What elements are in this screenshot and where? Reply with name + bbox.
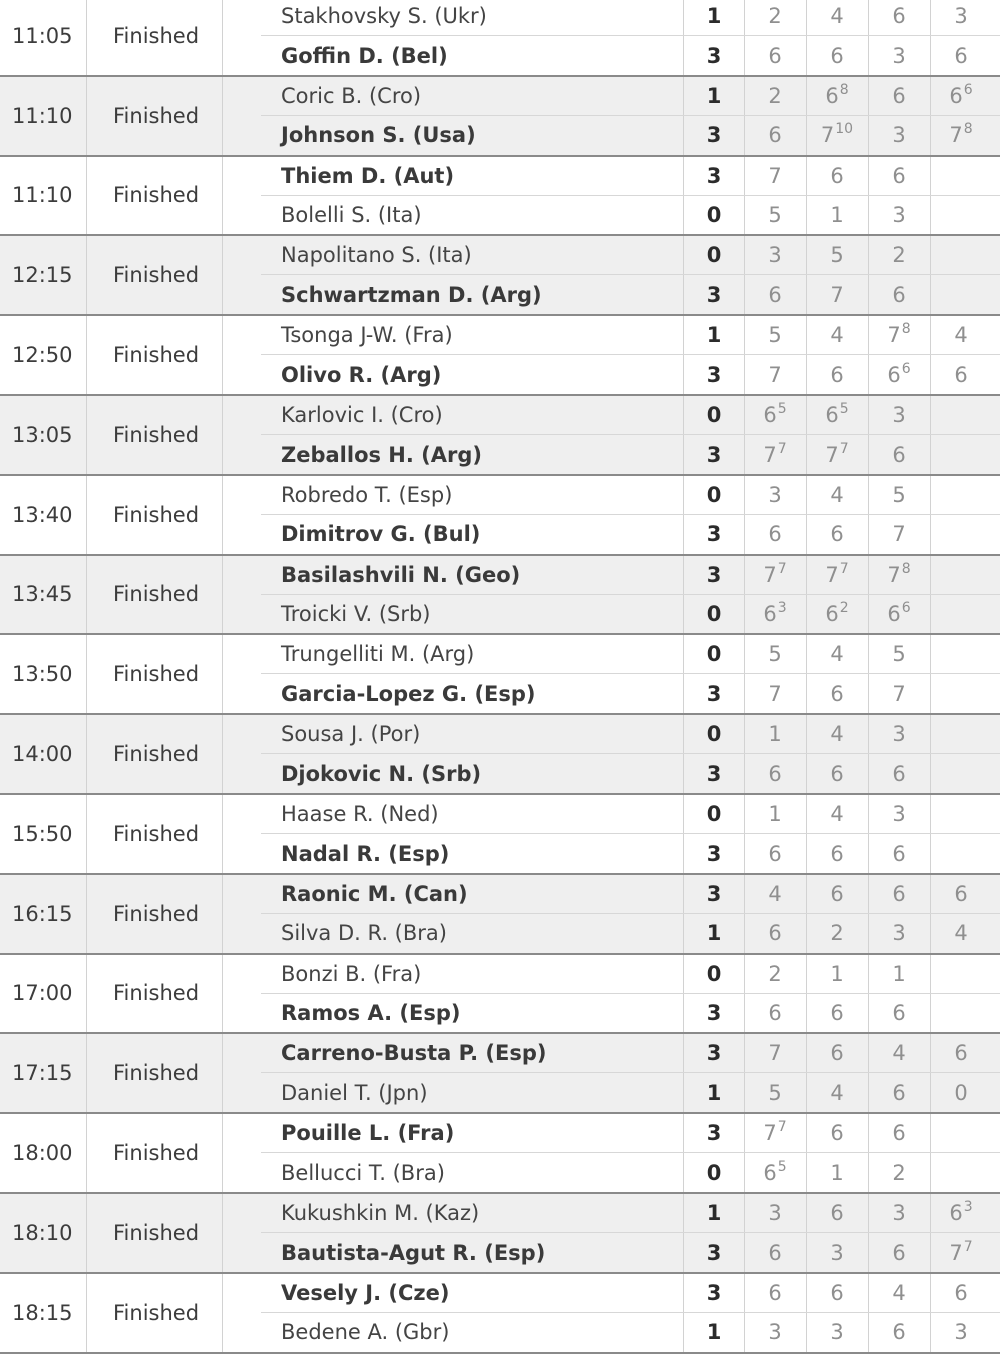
match-status: Finished: [113, 183, 200, 208]
set-score: $7^7$: [763, 440, 787, 467]
player-name[interactable]: Vesely J. (Cze): [281, 1280, 450, 1305]
tiebreak-score: 6: [963, 81, 973, 98]
player-row: [0, 1313, 1000, 1352]
set-score: $6^6$: [887, 600, 911, 627]
set-score: 3: [954, 1320, 968, 1345]
match-time: 14:00: [12, 742, 73, 767]
match-status: Finished: [113, 742, 200, 767]
player-row: [0, 396, 1000, 435]
set-score: 6: [892, 442, 906, 467]
match-time: 15:50: [12, 821, 73, 846]
set-score: 4: [954, 323, 968, 348]
player-name[interactable]: Napolitano S. (Ita): [281, 243, 472, 268]
match-status: Finished: [113, 263, 200, 288]
set-score: 4: [954, 921, 968, 946]
set-score: 6: [954, 881, 968, 906]
match-status: Finished: [113, 1141, 200, 1166]
set-score: $6^3$: [949, 1199, 973, 1225]
match-time: 13:45: [12, 582, 73, 607]
player-row: [0, 116, 1000, 155]
tiebreak-score: 7: [777, 560, 787, 577]
player-name[interactable]: Bellucci T. (Bra): [281, 1160, 445, 1185]
match-status: Finished: [113, 1061, 200, 1086]
player-name[interactable]: Zeballos H. (Arg): [281, 442, 483, 467]
sets-won: 0: [706, 722, 722, 747]
sets-won: 3: [706, 1280, 722, 1305]
set-score: 6: [892, 4, 906, 28]
player-name[interactable]: Bonzi B. (Fra): [281, 961, 422, 986]
sets-won: 1: [706, 83, 722, 108]
set-score: 5: [768, 203, 782, 228]
set-score: 4: [830, 323, 844, 348]
set-score: 4: [830, 802, 844, 826]
set-score: 6: [954, 1280, 968, 1305]
set-score: 3: [892, 1201, 906, 1225]
tiebreak-score: 10: [835, 121, 854, 138]
set-score: 5: [768, 1080, 782, 1105]
set-score: 2: [768, 83, 782, 108]
player-row: [0, 316, 1000, 355]
set-score: 6: [768, 841, 782, 866]
match-row[interactable]: [0, 0, 1000, 77]
player-name[interactable]: Raonic M. (Can): [281, 881, 468, 906]
set-score: $7^7$: [763, 1119, 787, 1146]
set-score: 6: [892, 1121, 906, 1146]
sets-won: 0: [706, 1160, 722, 1185]
set-score: 3: [892, 403, 906, 427]
set-score: 3: [830, 1240, 844, 1265]
set-score: 6: [830, 362, 844, 387]
sets-won: 0: [706, 961, 722, 986]
match-row[interactable]: [0, 1034, 1000, 1114]
match-row[interactable]: [0, 236, 1000, 316]
set-score: 3: [892, 123, 906, 148]
set-score: 6: [830, 841, 844, 866]
sets-won: 0: [706, 802, 722, 826]
match-row[interactable]: [0, 795, 1000, 875]
set-score: 6: [768, 921, 782, 946]
sets-won: 3: [706, 1041, 722, 1066]
match-time: 18:15: [12, 1300, 73, 1325]
set-score: 6: [892, 1080, 906, 1105]
set-score: 3: [892, 802, 906, 826]
player-name[interactable]: Kukushkin M. (Kaz): [281, 1201, 480, 1225]
set-score: 3: [892, 203, 906, 228]
match-time: 13:40: [12, 502, 73, 527]
set-score: 7: [830, 282, 844, 307]
player-row: [0, 1074, 1000, 1113]
set-score: 7: [768, 362, 782, 387]
tiebreak-score: 5: [777, 401, 787, 417]
player-row: [0, 0, 1000, 36]
player-name[interactable]: Stakhovsky S. (Ukr): [281, 4, 487, 28]
match-row[interactable]: [0, 396, 1000, 476]
player-name[interactable]: Bolelli S. (Ita): [281, 203, 422, 228]
player-name[interactable]: Bautista-Agut R. (Esp): [281, 1240, 546, 1265]
sets-won: 1: [706, 1201, 722, 1225]
set-score: 5: [830, 243, 844, 268]
match-time: 12:15: [12, 263, 73, 288]
match-row[interactable]: [0, 955, 1000, 1035]
set-score: 1: [830, 961, 844, 986]
player-name[interactable]: Nadal R. (Esp): [281, 841, 450, 866]
sets-won: 1: [706, 1080, 722, 1105]
match-time: 11:10: [12, 103, 73, 128]
player-name[interactable]: Troicki V. (Srb): [281, 602, 431, 627]
player-name[interactable]: Coric B. (Cro): [281, 83, 422, 108]
player-row: [0, 556, 1000, 595]
set-score: 6: [954, 362, 968, 387]
sets-won: 3: [706, 522, 722, 547]
set-score: $7^7$: [825, 440, 849, 467]
set-score: 3: [768, 1201, 782, 1225]
set-score: $6^5$: [763, 401, 787, 427]
set-score: 6: [892, 282, 906, 307]
set-score: $7^{10}$: [820, 121, 854, 148]
match-status: Finished: [113, 1300, 200, 1325]
player-name[interactable]: Garcia-Lopez G. (Esp): [281, 681, 536, 706]
match-status: Finished: [113, 981, 200, 1006]
set-score: 3: [768, 1320, 782, 1345]
set-score: 6: [892, 761, 906, 786]
tiebreak-score: 2: [839, 600, 849, 617]
match-row[interactable]: [0, 157, 1000, 237]
set-score: 6: [768, 1240, 782, 1265]
match-status: Finished: [113, 582, 200, 607]
set-score: 6: [830, 1280, 844, 1305]
set-score: $6^8$: [825, 81, 849, 108]
sets-won: 3: [706, 282, 722, 307]
tiebreak-score: 7: [777, 1119, 787, 1136]
match-time: 13:05: [12, 422, 73, 447]
match-row[interactable]: [0, 875, 1000, 955]
player-row: [0, 276, 1000, 315]
tiebreak-score: 8: [901, 321, 911, 338]
set-score: $6^5$: [763, 1158, 787, 1185]
match-status: Finished: [113, 821, 200, 846]
match-time: 11:10: [12, 183, 73, 208]
player-row: [0, 1234, 1000, 1273]
match-time: 11:05: [12, 23, 73, 48]
player-row: [0, 635, 1000, 674]
set-score: 3: [892, 722, 906, 747]
set-score: $7^7$: [763, 560, 787, 587]
set-score: 4: [830, 1080, 844, 1105]
sets-won: 3: [706, 881, 722, 906]
player-row: [0, 595, 1000, 634]
set-score: 6: [892, 881, 906, 906]
set-score: 2: [892, 1160, 906, 1185]
set-score: 6: [892, 83, 906, 108]
sets-won: 3: [706, 1001, 722, 1026]
tiebreak-score: 8: [839, 81, 849, 98]
tiebreak-score: 7: [839, 440, 849, 457]
set-score: 6: [892, 1320, 906, 1345]
set-score: 6: [830, 1041, 844, 1066]
sets-won: 0: [706, 482, 722, 507]
match-status: Finished: [113, 422, 200, 447]
set-score: 4: [830, 482, 844, 507]
sets-won: 1: [706, 4, 722, 28]
match-row[interactable]: [0, 1194, 1000, 1274]
match-row[interactable]: [0, 1114, 1000, 1194]
set-score: 6: [830, 522, 844, 547]
set-score: 7: [768, 681, 782, 706]
tiebreak-score: 3: [963, 1199, 973, 1215]
player-row: [0, 1194, 1000, 1233]
set-score: 1: [768, 802, 782, 826]
set-score: 6: [892, 841, 906, 866]
player-name[interactable]: Tsonga J-W. (Fra): [281, 323, 453, 348]
sets-won: 0: [706, 642, 722, 667]
set-score: 6: [768, 522, 782, 547]
player-name[interactable]: Daniel T. (Jpn): [281, 1080, 428, 1105]
set-score: 3: [830, 1320, 844, 1345]
set-score: 4: [892, 1041, 906, 1066]
player-row: [0, 875, 1000, 914]
sets-won: 3: [706, 43, 722, 68]
player-row: [0, 795, 1000, 834]
set-score: 6: [830, 163, 844, 188]
set-score: $7^7$: [949, 1238, 973, 1265]
match-time: 18:00: [12, 1141, 73, 1166]
set-score: 6: [768, 1280, 782, 1305]
player-row: [0, 1034, 1000, 1073]
player-row: [0, 356, 1000, 395]
sets-won: 0: [706, 602, 722, 627]
player-row: [0, 1114, 1000, 1153]
match-row[interactable]: [0, 715, 1000, 795]
set-score: 7: [892, 522, 906, 547]
tiebreak-score: 7: [777, 440, 787, 457]
player-row: [0, 755, 1000, 794]
sets-won: 3: [706, 1240, 722, 1265]
set-score: 4: [892, 1280, 906, 1305]
set-score: 7: [768, 163, 782, 188]
player-name[interactable]: Haase R. (Ned): [281, 802, 439, 826]
set-score: 6: [830, 43, 844, 68]
player-row: [0, 914, 1000, 953]
sets-won: 0: [706, 203, 722, 228]
match-time: 16:15: [12, 901, 73, 926]
tiebreak-score: 5: [777, 1158, 787, 1175]
sets-won: 1: [706, 323, 722, 348]
sets-won: 3: [706, 681, 722, 706]
sets-won: 3: [706, 841, 722, 866]
set-score: $6^2$: [825, 600, 849, 627]
player-row: [0, 1274, 1000, 1313]
set-score: 6: [830, 1121, 844, 1146]
tiebreak-score: 8: [963, 121, 973, 138]
set-score: 6: [768, 761, 782, 786]
match-time: 12:50: [12, 343, 73, 368]
player-row: [0, 515, 1000, 554]
match-row[interactable]: [0, 476, 1000, 556]
match-status: Finished: [113, 901, 200, 926]
player-row: [0, 675, 1000, 714]
sets-won: 1: [706, 921, 722, 946]
player-name[interactable]: Goffin D. (Bel): [281, 43, 448, 68]
tiebreak-score: 6: [901, 360, 911, 377]
match-row[interactable]: [0, 77, 1000, 157]
match-status: Finished: [113, 502, 200, 527]
set-score: 6: [830, 1001, 844, 1026]
player-row: [0, 196, 1000, 235]
set-score: 6: [830, 881, 844, 906]
match-time: 17:00: [12, 981, 73, 1006]
set-score: 4: [830, 722, 844, 747]
set-score: 4: [830, 642, 844, 667]
match-row[interactable]: [0, 316, 1000, 396]
set-score: $6^6$: [887, 360, 911, 387]
set-score: 3: [892, 921, 906, 946]
player-name[interactable]: Carreno-Busta P. (Esp): [281, 1041, 547, 1066]
set-score: 2: [768, 4, 782, 28]
player-name[interactable]: Olivo R. (Arg): [281, 362, 442, 387]
set-score: 5: [892, 482, 906, 507]
set-score: 1: [830, 1160, 844, 1185]
match-row[interactable]: [0, 1274, 1000, 1354]
sets-won: 1: [706, 1320, 722, 1345]
match-status: Finished: [113, 103, 200, 128]
sets-won: 3: [706, 1121, 722, 1146]
set-score: $6^3$: [763, 600, 787, 627]
set-score: 5: [768, 642, 782, 667]
match-status: Finished: [113, 662, 200, 687]
set-score: 3: [954, 4, 968, 28]
match-status: Finished: [113, 343, 200, 368]
sets-won: 3: [706, 362, 722, 387]
tiebreak-score: 5: [839, 401, 849, 417]
sets-won: 3: [706, 123, 722, 148]
tiebreak-score: 3: [777, 600, 787, 617]
set-score: 4: [768, 881, 782, 906]
set-score: 6: [768, 123, 782, 148]
tiebreak-score: 8: [901, 560, 911, 577]
set-score: 3: [892, 43, 906, 68]
set-score: 1: [768, 722, 782, 747]
set-score: 6: [830, 761, 844, 786]
player-name[interactable]: Trungelliti M. (Arg): [281, 642, 475, 667]
sets-won: 3: [706, 761, 722, 786]
set-score: 0: [954, 1080, 968, 1105]
player-name[interactable]: Johnson S. (Usa): [281, 123, 476, 148]
set-score: $7^8$: [949, 121, 973, 148]
player-row: [0, 236, 1000, 275]
set-score: 6: [954, 43, 968, 68]
player-name[interactable]: Silva D. R. (Bra): [281, 921, 447, 946]
player-row: [0, 157, 1000, 196]
set-score: 5: [892, 642, 906, 667]
set-score: 5: [768, 323, 782, 348]
set-score: $6^5$: [825, 401, 849, 427]
tiebreak-score: 7: [839, 560, 849, 577]
match-row[interactable]: [0, 556, 1000, 636]
player-row: [0, 37, 1000, 76]
player-name[interactable]: Schwartzman D. (Arg): [281, 282, 542, 307]
match-time: 18:10: [12, 1220, 73, 1245]
set-score: 6: [768, 1001, 782, 1026]
player-name[interactable]: Ramos A. (Esp): [281, 1001, 461, 1026]
set-score: 2: [892, 243, 906, 268]
match-time: 13:50: [12, 662, 73, 687]
player-name[interactable]: Robredo T. (Esp): [281, 482, 453, 507]
set-score: 4: [830, 4, 844, 28]
player-row: [0, 994, 1000, 1033]
set-score: 3: [768, 243, 782, 268]
player-row: [0, 436, 1000, 475]
match-row[interactable]: [0, 635, 1000, 715]
sets-won: 3: [706, 562, 722, 587]
player-name[interactable]: Dimitrov G. (Bul): [281, 522, 481, 547]
set-score: 6: [830, 681, 844, 706]
player-row: [0, 835, 1000, 874]
set-score: 6: [892, 1240, 906, 1265]
player-name[interactable]: Pouille L. (Fra): [281, 1121, 455, 1146]
set-score: $7^7$: [825, 560, 849, 587]
player-row: [0, 476, 1000, 515]
set-score: 6: [892, 1001, 906, 1026]
player-name[interactable]: Sousa J. (Por): [281, 722, 421, 747]
sets-won: 3: [706, 163, 722, 188]
player-name[interactable]: Djokovic N. (Srb): [281, 761, 482, 786]
player-name[interactable]: Thiem D. (Aut): [281, 163, 455, 188]
player-name[interactable]: Karlovic I. (Cro): [281, 403, 443, 427]
player-name[interactable]: Basilashvili N. (Geo): [281, 562, 521, 587]
tiebreak-score: 7: [963, 1238, 973, 1255]
set-score: 6: [830, 1201, 844, 1225]
set-score: 6: [892, 163, 906, 188]
tiebreak-score: 6: [901, 600, 911, 617]
set-score: 2: [768, 961, 782, 986]
sets-won: 3: [706, 442, 722, 467]
player-row: [0, 77, 1000, 116]
match-status: Finished: [113, 1220, 200, 1245]
match-time: 17:15: [12, 1061, 73, 1086]
set-score: 6: [768, 43, 782, 68]
set-score: $6^6$: [949, 81, 973, 108]
player-name[interactable]: Bedene A. (Gbr): [281, 1320, 450, 1345]
set-score: $7^8$: [887, 560, 911, 587]
set-score: 1: [892, 961, 906, 986]
set-score: $7^8$: [887, 321, 911, 348]
set-score: 7: [892, 681, 906, 706]
set-score: 3: [768, 482, 782, 507]
set-score: 6: [954, 1041, 968, 1066]
player-row: [0, 715, 1000, 754]
player-row: [0, 1154, 1000, 1193]
sets-won: 0: [706, 403, 722, 427]
match-status: Finished: [113, 23, 200, 48]
sets-won: 0: [706, 243, 722, 268]
player-row: [0, 955, 1000, 994]
set-score: 2: [830, 921, 844, 946]
set-score: 1: [830, 203, 844, 228]
set-score: 7: [768, 1041, 782, 1066]
set-score: 6: [768, 282, 782, 307]
